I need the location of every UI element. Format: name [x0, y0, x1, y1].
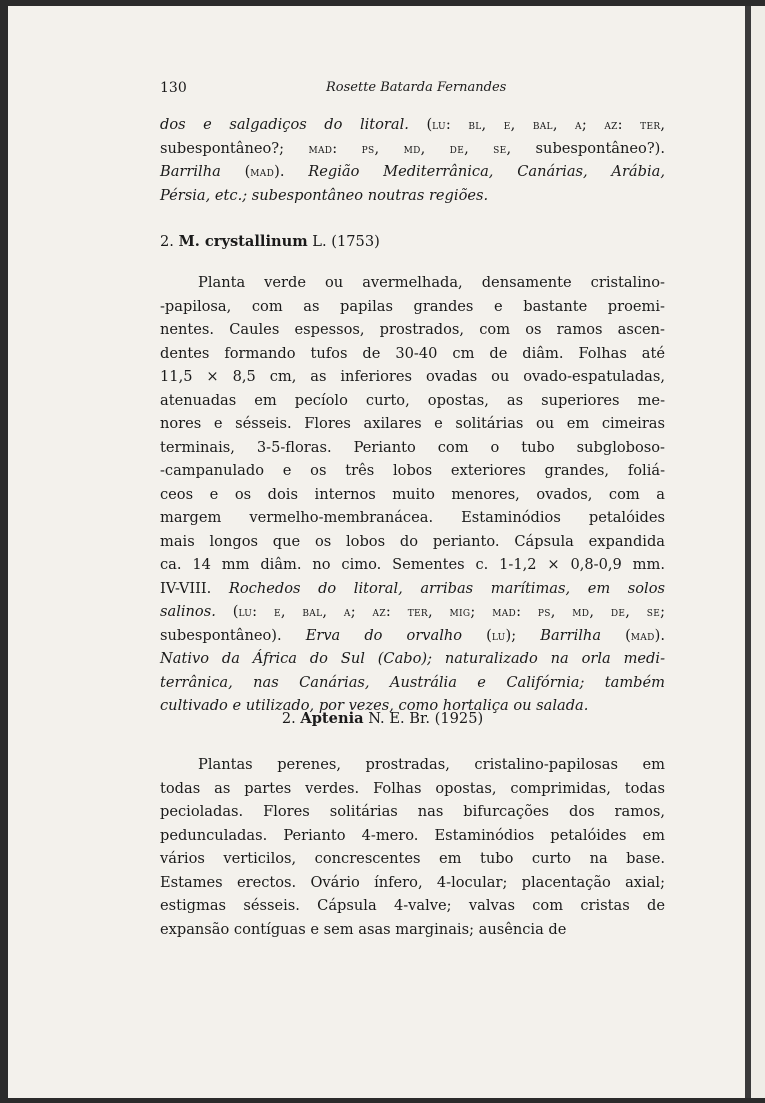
text-line — [160, 271, 665, 295]
text-segment: ; — [350, 603, 373, 620]
page-number: 130 — [160, 80, 187, 96]
text-segment: dentes formando tufos de 30-40 cm de diâm. Folhas até — [160, 344, 665, 362]
text-segment: IV-VIII. — [160, 579, 229, 597]
text-segment: bl — [468, 117, 482, 132]
text-segment: Estames erectos. Ovário ínfero, 4-locular; placentação axial; — [160, 873, 665, 891]
species-heading — [160, 233, 380, 250]
text-segment: ; — [660, 603, 666, 620]
text-segment: , — [552, 116, 576, 133]
text-segment: Pérsia, etc.; subespontâneo noutras regiões. — [160, 186, 489, 204]
text-segment: , — [464, 139, 494, 157]
text-segment: ( — [215, 603, 239, 620]
text-line — [160, 753, 665, 777]
text-line — [160, 295, 665, 319]
text-line — [160, 113, 665, 137]
text-segment: : — [252, 603, 274, 620]
text-segment: atenuadas em pecíolo curto, opostas, as superiores me- — [160, 391, 665, 409]
text-segment: subespontâneo?; — [160, 139, 309, 157]
text-line — [160, 365, 665, 389]
text-segment: vários verticilos, concrescentes em tubo curto na base. — [160, 850, 665, 867]
text-segment: e — [273, 604, 281, 619]
text-segment: , — [660, 116, 666, 133]
text-segment: mad — [250, 164, 275, 179]
text-segment: ( — [601, 626, 631, 644]
text-line — [160, 459, 665, 483]
text-line — [160, 577, 665, 601]
text-segment: mais longos que os lobos do perianto. Cápsula expandida — [160, 532, 665, 550]
page-header — [160, 80, 670, 104]
text-segment: md — [403, 140, 421, 156]
text-segment: ). — [274, 163, 309, 180]
text-line — [160, 800, 665, 824]
text-segment: expansão contíguas e sem asas marginais; ausência de — [160, 920, 567, 938]
species-author: L. — [312, 233, 327, 250]
text-segment: , — [420, 139, 450, 157]
text-segment: bal — [302, 604, 323, 619]
genus-name: Aptenia — [300, 710, 364, 727]
text-line — [160, 624, 665, 648]
text-segment: a — [575, 117, 582, 132]
text-segment: , — [510, 116, 533, 133]
text-line — [160, 184, 665, 208]
text-segment: ( — [220, 163, 251, 180]
text-segment: ( — [408, 116, 433, 133]
text-segment: , — [374, 139, 404, 157]
species-name: M. crystallinum — [178, 233, 308, 250]
text-segment: lu — [238, 604, 253, 619]
text-segment: nores e sésseis. Flores axilares e solitárias ou em cimeiras — [160, 415, 665, 432]
text-segment: ps — [537, 604, 551, 619]
text-segment: Plantas perenes, prostradas, cristalino-papilosas em — [198, 756, 665, 773]
text-segment: , — [322, 603, 344, 620]
running-title: Rosette Batarda Fernandes — [326, 80, 507, 95]
text-segment: ter — [407, 604, 428, 619]
text-segment: : — [332, 139, 362, 157]
text-line — [160, 647, 665, 671]
species-number: 2. — [160, 233, 174, 250]
text-line — [160, 530, 665, 554]
text-segment: md — [572, 604, 590, 619]
text-segment: ter — [640, 117, 661, 132]
text-segment: az — [372, 604, 386, 619]
text-line — [160, 824, 665, 848]
text-segment: mig — [449, 604, 471, 619]
text-segment: , — [481, 116, 504, 133]
text-line — [160, 918, 665, 942]
text-line — [160, 342, 665, 366]
text-segment: , subespontâneo?). — [506, 139, 665, 157]
text-line — [160, 553, 665, 577]
text-segment: de — [449, 140, 465, 156]
text-segment: margem vermelho-membranácea. Estaminódios petalóides — [160, 509, 665, 526]
text-segment: Nativo da África do Sul (Cabo); naturalizado na orla medi- — [160, 650, 665, 667]
text-segment: -papilosa, com as papilas grandes e bastante proemi- — [160, 297, 665, 315]
top-paragraph — [160, 113, 665, 207]
text-segment: bal — [532, 117, 553, 132]
text-segment: , — [550, 603, 573, 620]
species-description — [160, 271, 665, 718]
text-line — [160, 412, 665, 436]
text-segment: a — [343, 604, 351, 619]
genus-description — [160, 753, 665, 941]
text-segment: ). — [654, 626, 665, 644]
text-line — [160, 600, 665, 624]
text-segment: ; — [581, 116, 605, 133]
text-segment: cultivado e utilizado, por vezes, como hortaliça ou salada. — [160, 697, 589, 714]
text-segment: ); — [505, 626, 541, 644]
text-segment: nentes. Caules espessos, prostrados, com os ramos ascen- — [160, 321, 665, 338]
text-line — [160, 483, 665, 507]
text-line — [160, 871, 665, 895]
text-segment: : — [385, 603, 408, 620]
text-segment: subespontâneo). — [160, 626, 306, 644]
species-year: (1753) — [331, 233, 380, 250]
text-line — [160, 777, 665, 801]
text-segment: , — [589, 603, 611, 620]
text-segment: pecioladas. Flores solitárias nas bifurcações dos ramos, — [160, 803, 665, 820]
text-segment: e — [503, 117, 511, 132]
text-line — [160, 318, 665, 342]
text-segment: estigmas sésseis. Cápsula 4-valve; valvas com cristas de — [160, 897, 665, 914]
text-segment: mad — [308, 140, 333, 156]
text-segment: Erva do orvalho — [305, 626, 463, 644]
genus-number: 2. — [281, 710, 296, 727]
text-line — [160, 137, 665, 161]
text-segment: az — [604, 117, 618, 132]
text-segment: todas as partes verdes. Folhas opostas, comprimidas, todas — [160, 779, 665, 797]
genus-author: N. E. Br. — [368, 710, 430, 727]
text-segment: -campanulado e os três lobos exteriores grandes, foliá- — [160, 462, 665, 479]
text-segment: Barrilha — [540, 626, 602, 644]
text-segment: , — [280, 603, 303, 620]
text-segment: pedunculadas. Perianto 4-mero. Estaminódios petalóides em — [160, 826, 665, 844]
text-segment: dos e salgadiços do litoral. — [160, 116, 409, 133]
text-segment: ceos e os dois internos muito menores, ovados, com a — [160, 485, 665, 503]
text-segment: Barrilha — [160, 163, 221, 180]
text-segment: Planta verde ou avermelhada, densamente cristalino- — [198, 274, 665, 291]
text-line — [160, 847, 665, 871]
text-segment: ; — [470, 603, 493, 620]
text-line — [160, 506, 665, 530]
text-segment: mad — [492, 604, 517, 619]
text-segment: lu — [491, 627, 506, 643]
text-segment: , — [625, 603, 647, 620]
text-segment: 11,5 × 8,5 cm, as inferiores ovadas ou ovado-espatuladas, — [160, 368, 665, 385]
text-segment: ca. 14 mm diâm. no cimo. Sementes c. 1-1,2 × 0,8-0,9 mm. — [160, 556, 665, 573]
text-line — [160, 389, 665, 413]
text-line — [160, 894, 665, 918]
text-segment: Região Mediterrânica, Canárias, Arábia, — [308, 163, 665, 180]
text-segment: : — [617, 116, 641, 133]
text-segment: ( — [462, 626, 492, 644]
text-segment: se — [646, 604, 661, 619]
text-line — [160, 671, 665, 695]
text-line — [160, 160, 665, 184]
genus-year: (1925) — [434, 710, 484, 727]
text-segment: : — [516, 603, 538, 620]
scan-edge-left — [0, 0, 8, 1103]
text-segment: salinos. — [160, 603, 216, 620]
text-line — [160, 436, 665, 460]
text-segment: terrânica, nas Canárias, Austrália e Califórnia; também — [160, 673, 665, 691]
scan-edge-bottom — [0, 1098, 765, 1103]
text-segment: mad — [630, 627, 655, 643]
text-segment: lu — [432, 117, 446, 132]
text-segment: terminais, 3-5-floras. Perianto com o tubo subgloboso- — [160, 438, 665, 456]
text-segment: de — [610, 604, 626, 619]
text-segment: ps — [361, 140, 375, 156]
text-segment: : — [445, 116, 469, 133]
text-segment: se — [493, 140, 507, 156]
text-segment: Rochedos do litoral, arribas marítimas, em solos — [228, 579, 665, 597]
text-segment: , — [427, 603, 450, 620]
genus-heading — [0, 710, 765, 727]
